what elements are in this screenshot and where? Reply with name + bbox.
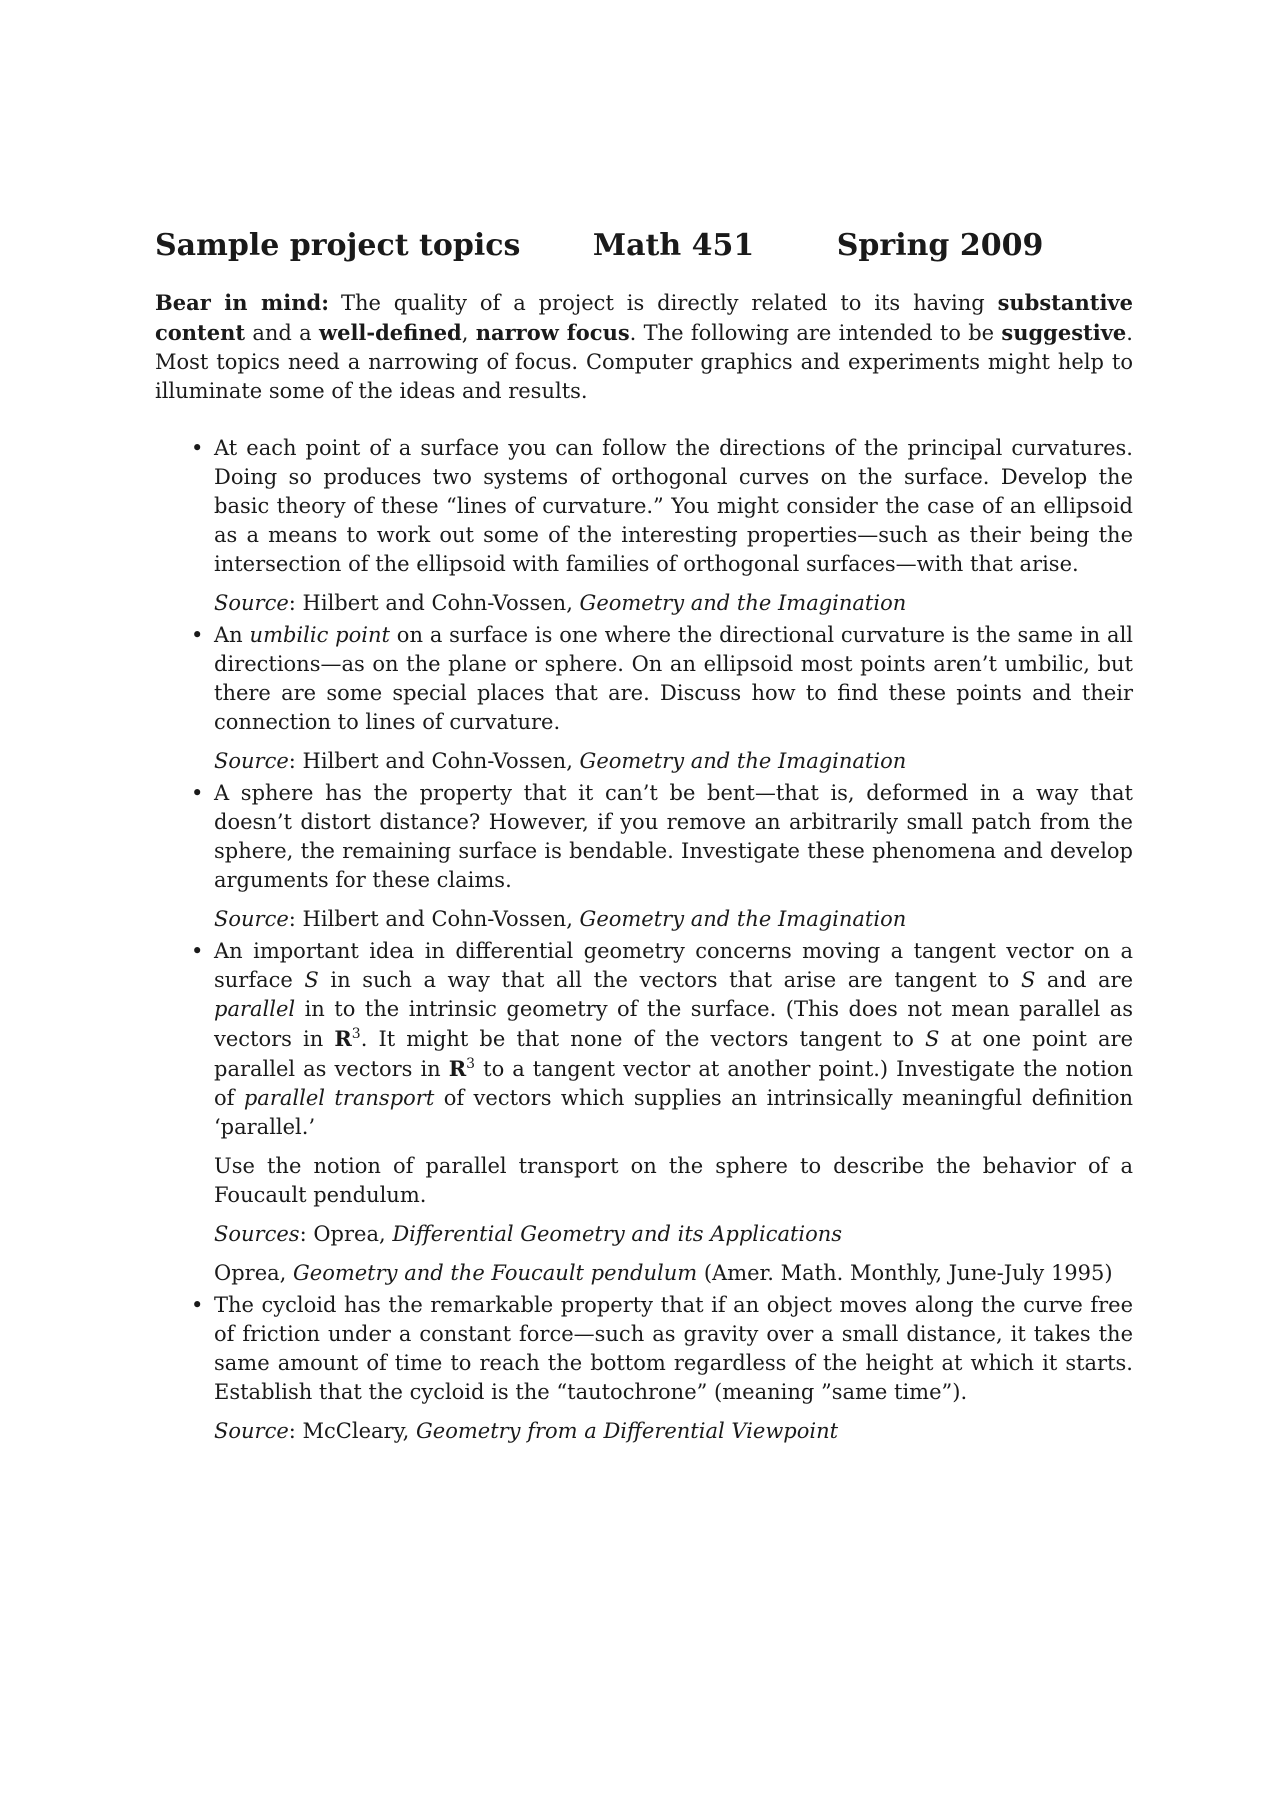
intro-text: , [461,321,476,345]
source-label: Source [214,907,289,931]
topic-description: At each point of a surface you can follow the directions of the principal curvatures. Doing so produces two systems of orthogonal curves on the surface. Develop the basic theory of these “lines of curvature.” You might consider the case of an ellipsoid as a means to work out some of the interesting properties—such as their being the intersection of the ellipsoid with families of orthogonal surfaces—with that arise. [214,436,1133,576]
topic-text: An important idea in differential geometry concerns moving a tangent vector on a surface [214,939,1133,992]
page-header [155,226,1135,266]
topic-description [214,937,1133,1142]
intro-emphasis: narrow focus [475,320,630,345]
source-label: Source [214,1419,289,1443]
source-label: Sources [214,1222,300,1246]
intro-emphasis: suggestive [1001,320,1127,345]
topic-description-followup: Use the notion of parallel transport on the sphere to describe the behavior of a Foucault pendulum. [214,1154,1133,1207]
source-title: Geometry and the Imagination [579,749,907,773]
topic-source [214,589,1133,618]
source-author: : McCleary, [288,1419,417,1443]
topic-description [214,621,1133,737]
topic-item-lines-of-curvature [155,434,1133,618]
topic-term: umbilic point [249,623,390,647]
topic-text: . It might be that none of the vectors tangent to [360,1027,926,1051]
topic-description: A sphere has the property that it can’t be bent—that is, deformed in a way that doesn’t distort distance? However, if you remove an arbitrarily small patch from the sphere, the remaining surface is bendable. Investigate these phenomena and develop arguments for these claims. [214,781,1133,892]
topic-item-tautochrone [155,1291,1133,1446]
topic-source [214,747,1133,776]
source-title: Geometry and the Imagination [579,907,907,931]
topic-text: in such a way that all the vectors that arise are tangent to [318,968,1021,992]
topic-text: in to the intrinsic geometry of the surface. (This does not mean parallel as vectors in [214,997,1133,1051]
topic-text: of vectors which supplies an intrinsically meaningful definition ‘parallel.’ [214,1086,1134,1139]
bullet-icon: • [191,781,204,805]
source-title: Geometry and the Imagination [579,591,907,615]
intro-emphasis: well-defined [319,320,462,345]
math-symbol: S [925,1027,940,1051]
math-symbol: S [304,968,319,992]
source-title: Geometry and the Foucault pendulum [293,1261,698,1285]
math-superscript: 3 [351,1026,361,1042]
bullet-icon: • [191,939,204,963]
source-author: : Hilbert and Cohn-Vossen, [288,907,580,931]
source-title: Differential Geometry and its Applications [392,1222,843,1246]
topic-list [155,434,1133,1446]
source-publication: (Amer. Math. Monthly, June-July 1995) [697,1261,1113,1285]
intro-text: and a [245,321,319,345]
topic-item-sphere-rigidity [155,779,1133,934]
source-author: : Hilbert and Cohn-Vossen, [288,749,580,773]
bullet-icon: • [191,1293,204,1317]
intro-text: . Most topics need a narrowing of focus. Computer graphics and experiments might help to illuminate some of the ideas and results. [155,321,1133,403]
topic-source [214,1220,1133,1249]
topic-text: An [214,623,250,647]
math-symbol: R [334,1026,352,1051]
topic-source-secondary [214,1259,1133,1288]
bullet-icon: • [191,623,204,647]
math-superscript: 3 [466,1056,476,1072]
header-term: Spring 2009 [836,228,1044,263]
source-label: Source [214,749,289,773]
bullet-icon: • [191,436,204,460]
math-symbol: S [1020,968,1036,992]
source-label: Source [214,591,289,615]
topic-description: The cycloid has the remarkable property that if an object moves along the curve free of friction under a constant force—such as gravity over a small distance, it takes the same amount of time to reach the bottom regardless of the height at which it starts. Establish that the cycloid is the “tautochrone” (meaning ”same time”). [214,1293,1133,1404]
intro-text: . The following are intended to be [629,321,1002,345]
topic-source [214,905,1133,934]
topic-source [214,1417,1133,1446]
topic-item-umbilic-points [155,621,1133,776]
intro-lead: Bear in mind: [155,290,329,315]
topic-text: at one point are parallel as vectors in [214,1027,1133,1081]
intro-paragraph [155,288,1133,406]
source-author: Oprea, [214,1261,293,1285]
topic-term: parallel [214,997,296,1021]
math-symbol: R [448,1056,467,1081]
topic-text: to a tangent vector at another point.) Investigate the notion of [214,1057,1133,1110]
intro-emphasis: substantive content [155,290,1133,345]
header-title: Sample project topics [155,228,521,263]
document-body [155,288,1133,1449]
source-author: : Hilbert and Cohn-Vossen, [288,591,580,615]
source-title: Geometry from a Differential Viewpoint [416,1419,839,1443]
intro-text: The quality of a project is directly related to its having [340,291,998,315]
topic-item-parallel-transport [155,937,1133,1288]
topic-term: parallel transport [243,1086,435,1110]
topic-text: on a surface is one where the directional curvature is the same in all directions—as on the plane or sphere. On an ellipsoid most points aren’t umbilic, but there are some special places that are. Discuss how to find these points and their connection to lines of curvature. [214,623,1133,734]
topic-text: and are [1035,968,1134,992]
source-author: : Oprea, [299,1222,393,1246]
header-course: Math 451 [592,228,755,263]
